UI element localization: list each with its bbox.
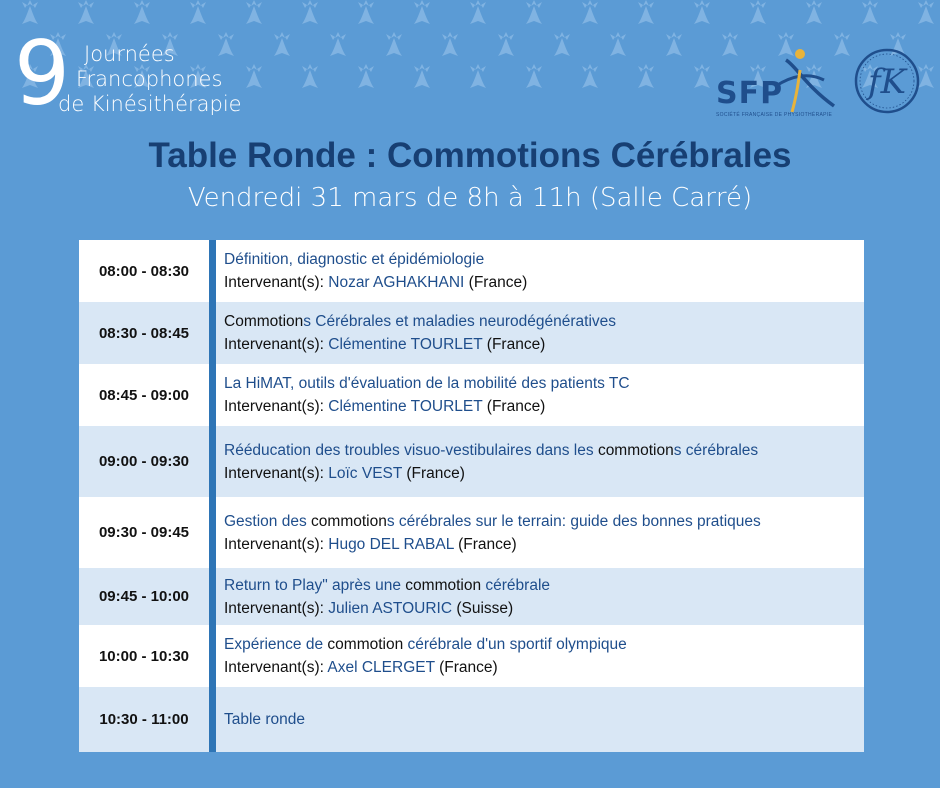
row-separator xyxy=(209,568,216,625)
ermine-mark xyxy=(666,32,682,56)
session-title-part: Rééducation des troubles visuo-vestibulaires dans les xyxy=(224,441,598,459)
row-separator xyxy=(209,687,216,752)
page-subtitle: Vendredi 31 mars de 8h à 11h (Salle Carré) xyxy=(187,183,753,213)
session-content xyxy=(216,568,864,625)
session-title xyxy=(224,372,864,395)
ermine-mark xyxy=(526,0,542,24)
sfp-logo-text: SFP xyxy=(716,76,784,111)
speaker-name: Clémentine TOURLET xyxy=(328,398,483,415)
ermine-mark xyxy=(246,0,262,24)
session-title-part: commotion xyxy=(311,512,387,530)
ermine-mark xyxy=(330,32,346,56)
session-content xyxy=(216,302,864,364)
session-time: 09:30 - 09:45 xyxy=(98,524,190,541)
row-separator xyxy=(209,240,216,302)
row-separator xyxy=(209,302,216,364)
session-speaker-line xyxy=(224,395,864,418)
sfp-logo xyxy=(716,46,840,126)
schedule-row xyxy=(79,426,864,497)
row-separator xyxy=(209,625,216,687)
session-content xyxy=(216,687,864,752)
speaker-name: Hugo DEL RABAL xyxy=(328,535,454,553)
ermine-mark xyxy=(358,0,374,24)
speaker-label: Intervenant(s): xyxy=(224,274,324,291)
session-title-part: Définition, diagnostic et épidémiologie xyxy=(224,251,485,268)
speaker-country: (France) xyxy=(486,398,546,415)
ermine-mark xyxy=(414,64,430,88)
session-content xyxy=(216,497,864,568)
edition-line-3: de Kinésithérapie xyxy=(58,92,242,116)
session-speaker-line xyxy=(224,533,864,556)
session-time: 10:00 - 10:30 xyxy=(98,647,190,665)
speaker-name: Clémentine TOURLET xyxy=(328,336,483,353)
schedule-row xyxy=(79,497,864,568)
session-content xyxy=(216,625,864,687)
session-speaker-line xyxy=(224,271,864,294)
session-title-part: commotion xyxy=(327,636,404,653)
speaker-country: (France) xyxy=(468,274,528,291)
schedule-row xyxy=(79,568,864,625)
session-title-part: Expérience de xyxy=(224,636,328,653)
session-speaker-line xyxy=(224,333,864,356)
ermine-mark xyxy=(358,64,374,88)
session-title-part: Table ronde xyxy=(224,711,306,728)
session-title xyxy=(224,510,864,533)
ermine-mark xyxy=(526,64,542,88)
ermine-mark xyxy=(386,32,402,56)
session-title-part: cérébrale xyxy=(481,576,551,594)
session-speaker-line xyxy=(224,656,864,679)
ermine-mark xyxy=(694,64,710,88)
session-title xyxy=(224,248,864,271)
session-content xyxy=(216,364,864,426)
fk-logo-text: fK xyxy=(868,62,906,102)
schedule-row xyxy=(79,240,864,302)
session-time: 08:00 - 08:30 xyxy=(98,262,190,280)
ermine-mark xyxy=(274,32,290,56)
session-title-part: Commotion xyxy=(224,313,304,330)
ermine-mark xyxy=(806,0,822,24)
speaker-country: (France) xyxy=(439,659,498,676)
ermine-mark xyxy=(22,0,38,24)
edition-number: 9 xyxy=(14,22,70,125)
ermine-mark xyxy=(302,64,318,88)
ermine-mark xyxy=(638,64,654,88)
speaker-country: (France) xyxy=(406,464,465,482)
session-title-part: s Cérébrales et maladies neurodégénératives xyxy=(303,313,617,330)
session-title xyxy=(224,439,864,462)
session-time: 09:45 - 10:00 xyxy=(98,588,190,605)
schedule-table xyxy=(79,240,864,752)
session-speaker-line xyxy=(224,462,864,485)
session-time: 09:00 - 09:30 xyxy=(98,453,190,470)
speaker-country: (Suisse) xyxy=(456,599,514,617)
speaker-label: Intervenant(s): xyxy=(224,336,324,353)
edition-line-2: Francophones xyxy=(76,67,223,91)
ermine-mark xyxy=(918,0,934,24)
ermine-mark xyxy=(470,0,486,24)
ermine-mark xyxy=(442,32,458,56)
ermine-mark xyxy=(862,0,878,24)
ermine-mark xyxy=(498,32,514,56)
speaker-name: Axel CLERGET xyxy=(327,659,435,676)
speaker-label: Intervenant(s): xyxy=(224,398,324,415)
session-title-part: commotion xyxy=(405,576,482,594)
session-title-part: s cérébrales xyxy=(673,441,759,459)
speaker-label: Intervenant(s): xyxy=(224,535,324,553)
session-time: 08:45 - 09:00 xyxy=(98,386,190,404)
speaker-label: Intervenant(s): xyxy=(224,599,324,617)
session-title-part: cérébrale d'un sportif olympique xyxy=(403,636,627,653)
ermine-mark xyxy=(554,32,570,56)
session-title xyxy=(224,708,864,731)
session-title-part: La HiMAT, outils d'évaluation de la mobilité des patients TC xyxy=(224,375,630,392)
ermine-mark xyxy=(190,0,206,24)
ermine-mark xyxy=(750,0,766,24)
ermine-mark xyxy=(302,0,318,24)
session-content xyxy=(216,426,864,497)
speaker-country: (France) xyxy=(486,336,546,353)
session-content xyxy=(216,240,864,302)
fk-logo xyxy=(852,46,922,121)
session-time: 10:30 - 11:00 xyxy=(99,711,189,728)
session-speaker-line xyxy=(224,597,864,620)
schedule-row xyxy=(79,625,864,687)
page-title: Table Ronde : Commotions Cérébrales xyxy=(148,136,792,175)
session-title xyxy=(224,574,864,597)
ermine-mark xyxy=(582,64,598,88)
ermine-mark xyxy=(470,64,486,88)
speaker-label: Intervenant(s): xyxy=(224,464,324,482)
session-title-part: Return to Play" après une xyxy=(224,576,406,594)
ermine-mark xyxy=(246,64,262,88)
schedule-row xyxy=(79,687,864,752)
session-title-part: commotion xyxy=(597,441,674,459)
session-title xyxy=(224,310,864,333)
ermine-mark xyxy=(582,0,598,24)
session-title-part: s cérébrales sur le terrain: guide des bonnes pratiques xyxy=(386,512,761,530)
ermine-mark xyxy=(78,0,94,24)
schedule-row xyxy=(79,302,864,364)
speaker-name: Julien ASTOURIC xyxy=(328,599,453,617)
session-title xyxy=(224,633,864,656)
row-separator xyxy=(209,426,216,497)
ermine-mark xyxy=(414,0,430,24)
ermine-mark xyxy=(610,32,626,56)
ermine-mark xyxy=(694,0,710,24)
session-time: 08:30 - 08:45 xyxy=(98,324,190,342)
sfp-logo-subtitle: SOCIÉTÉ FRANÇAISE DE PHYSIOTHÉRAPIE xyxy=(716,112,833,118)
speaker-name: Loïc VEST xyxy=(328,464,403,482)
ermine-mark xyxy=(638,0,654,24)
speaker-label: Intervenant(s): xyxy=(224,659,324,676)
speaker-name: Nozar AGHAKHANI xyxy=(328,274,465,291)
edition-line-1: Journées xyxy=(84,42,175,66)
schedule-row xyxy=(79,364,864,426)
ermine-mark xyxy=(134,0,150,24)
row-separator xyxy=(209,497,216,568)
row-separator xyxy=(209,364,216,426)
speaker-country: (France) xyxy=(458,535,517,553)
ermine-mark xyxy=(218,32,234,56)
session-title-part: Gestion des xyxy=(224,512,312,530)
